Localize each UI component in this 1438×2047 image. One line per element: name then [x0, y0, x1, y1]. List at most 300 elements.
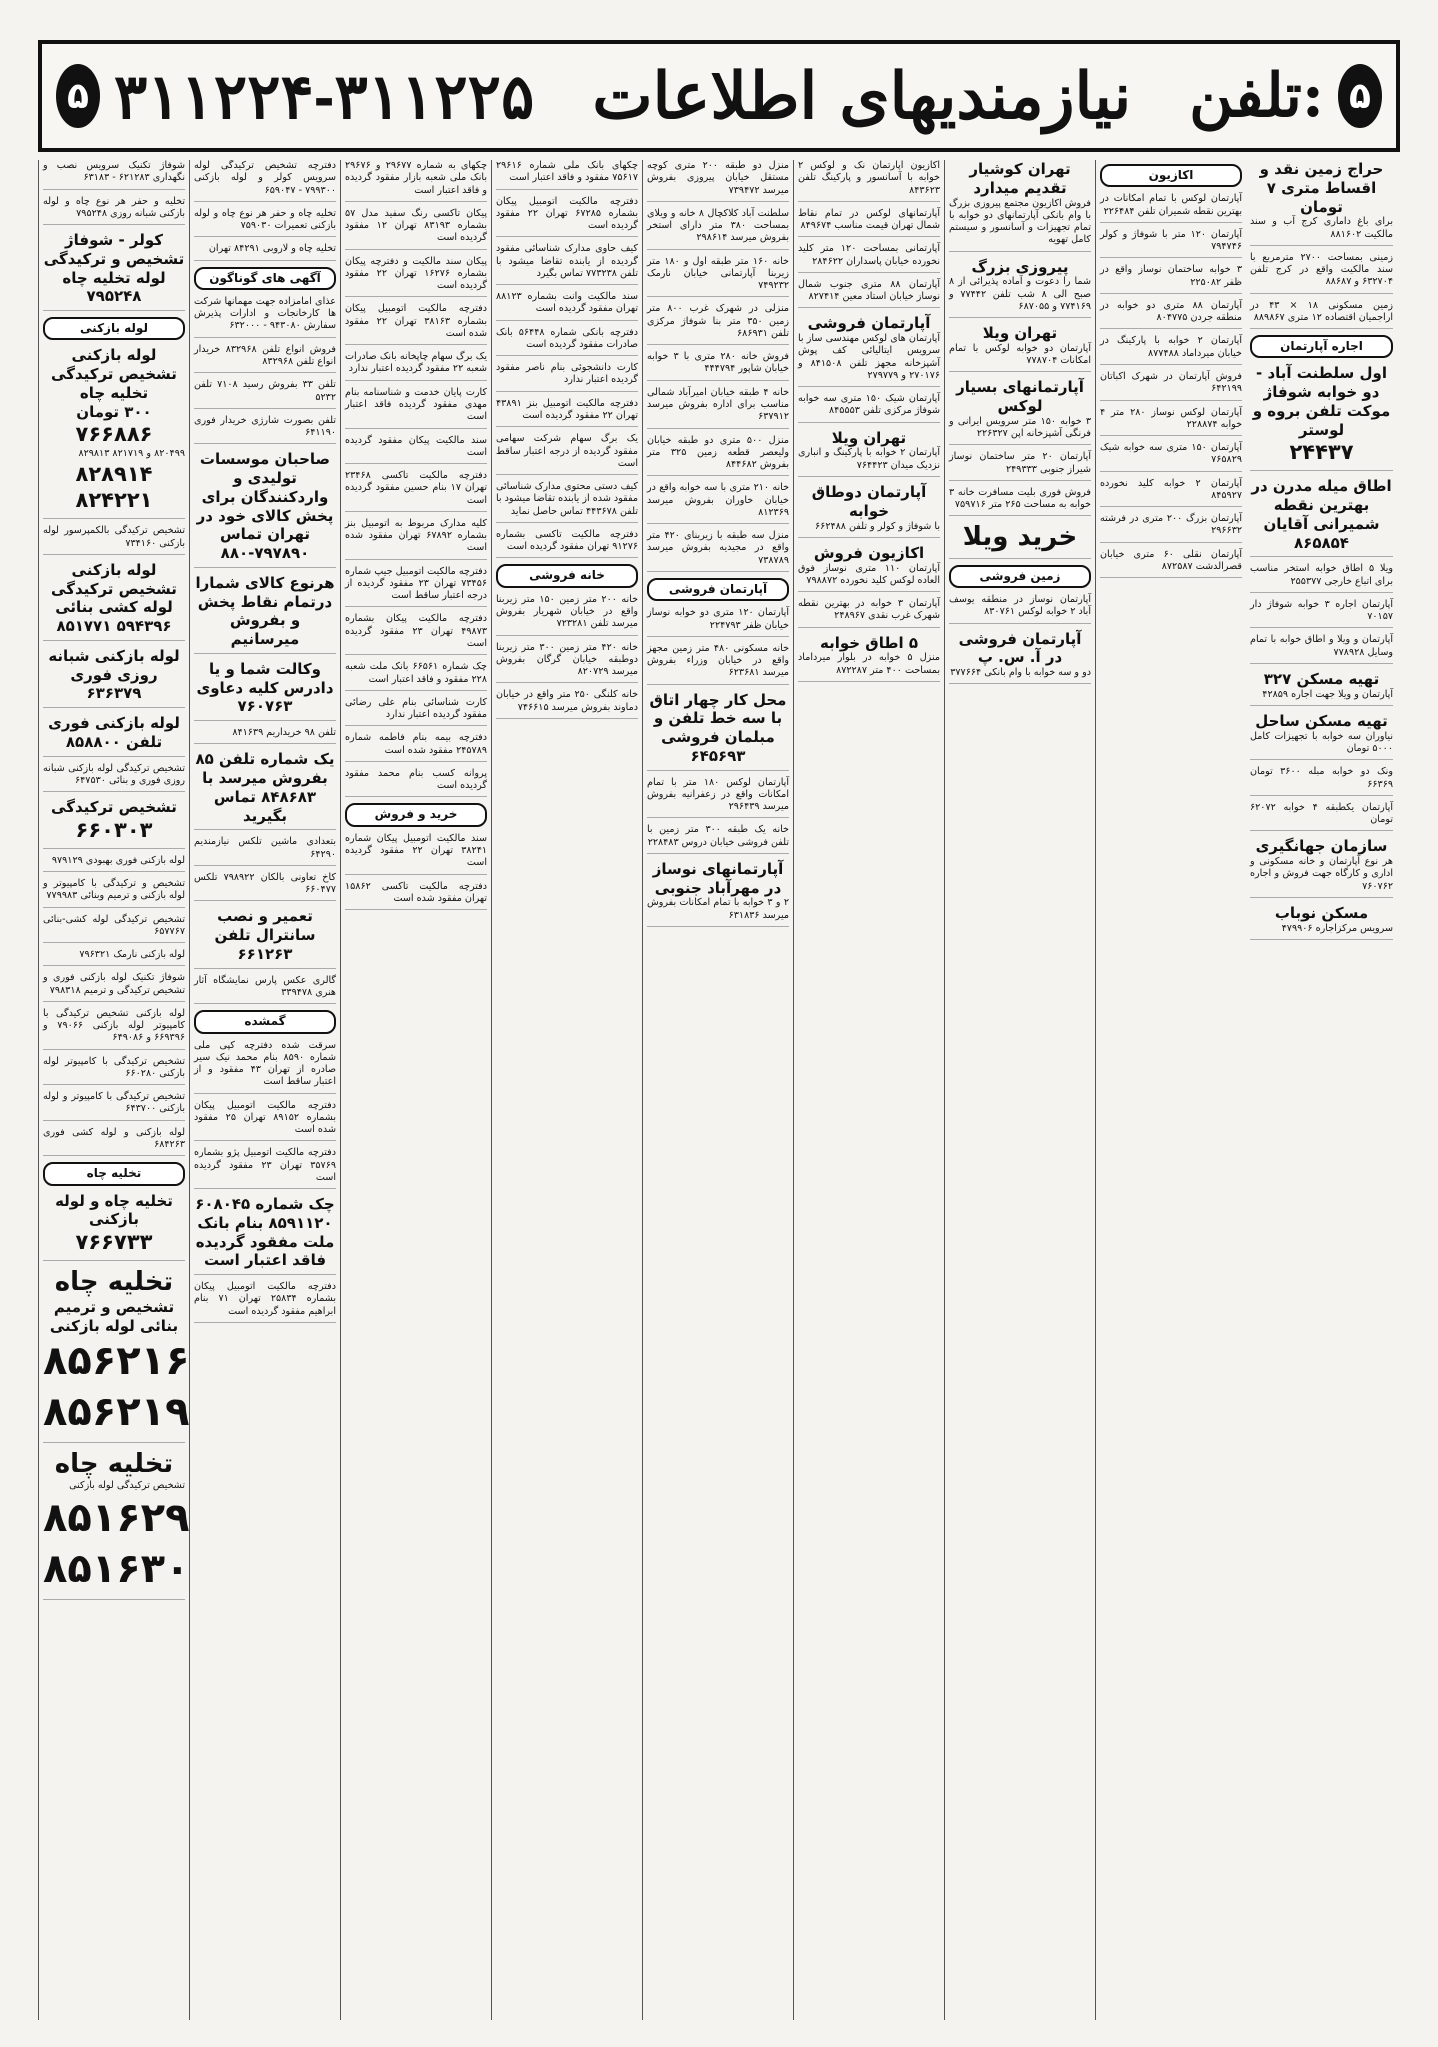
- classified-ad: [1250, 300, 1393, 330]
- ad-phone: ۶۶۰۳۰۳: [75, 817, 153, 842]
- ad-text: چکهای به شماره ۲۹۶۷۷ و ۲۹۶۷۶ بانک ملی شعبه بازار مفقود گردیده و فاقد اعتبار است: [345, 160, 488, 196]
- classified-ad: [798, 393, 940, 423]
- column-9: [1246, 160, 1397, 2020]
- classified-ad: [43, 855, 185, 872]
- classified-ad: [798, 243, 940, 273]
- ad-headline: صاحبان موسسات تولیدی و واردکنندگان برای پخش کالای خود در تهران تماس ۷۹۷۸۹۰-۸۸۰: [196, 450, 334, 563]
- ad-text: آپارتمان ۱۱۰ متری نوساز فوق العاده لوکس کلید نخورده ۷۹۸۸۷۲: [798, 562, 940, 586]
- classified-ad: [647, 160, 789, 202]
- ad-text: چک شماره ۶۶۵۶۱ بانک ملت شعبه ۲۲۸ مفقود و فاقد اعتبار است: [345, 661, 487, 685]
- ad-text: منزل ۵ خوابه در بلوار میرداماد بمساحت ۴۰۰ متر ۸۷۲۲۸۷: [798, 652, 940, 676]
- ad-text: ۳ خوابه ۱۵۰ متر سرویس ایرانی و فرنگی آشپزخانه اپن ۲۲۶۳۲۷: [949, 415, 1091, 440]
- ad-text: تلفن بصورت شارژی خریدار فوری ۶۴۱۱۹۰: [194, 414, 336, 439]
- ad-text: دفترچه مالکیت تاکسی ۲۳۴۶۸ تهران ۱۷ بنام حسین مفقود گردیده است: [345, 470, 487, 506]
- ad-text: خانه ۴ طبقه خیابان امیرآباد شمالی مناسب برای اداره بفروش میرسد ۶۳۷۹۱۲: [647, 386, 789, 423]
- ad-text: فروش اکازیون مجتمع پیروزی بزرگ با وام بانکی آپارتمانهای دو خوابه با تمام تجهیزات و آسانسور و سیستم کامل تهویه: [949, 197, 1091, 246]
- classified-ad: [345, 732, 487, 762]
- classified-ad: [1100, 371, 1242, 401]
- ad-text: سلطنت آباد کلاکچال ۸ خانه و ویلای بمساحت ۳۸۰ متر دارای استخر بفروش میرسد ۲۹۸۶۱۴: [647, 207, 789, 244]
- classified-ad: [43, 972, 185, 1002]
- classified-ad: [1250, 766, 1393, 796]
- ad-text: دفترچه بانکی شماره ۵۶۴۴۸ بانک صادرات مفقود گردیده است: [496, 326, 638, 350]
- classified-ad: [43, 1008, 185, 1050]
- ad-text: شوفاژ تکنیک لوله بازکنی فوری و تشخیص ترکیدگی و ترمیم ۷۹۸۳۱۸: [43, 972, 185, 996]
- section-header-land: زمین فروشی: [949, 565, 1091, 588]
- classified-ad: [949, 630, 1091, 685]
- ad-headline: تهران ویلا: [982, 324, 1058, 343]
- ad-text: کارت شناسائی بنام علی رضائی مفقود گردیده اعتبار ندارد: [345, 696, 487, 721]
- classified-ad: [1100, 193, 1242, 223]
- classified-ad: [194, 379, 336, 409]
- classified-ad: [43, 949, 185, 966]
- classified-ad: [194, 975, 336, 1005]
- classified-ad: [1100, 407, 1242, 437]
- ad-text: آپارتمان دو خوابه لوکس با تمام امکانات ۷۷۸۷۰۴: [949, 342, 1091, 367]
- classified-ad: [647, 351, 789, 381]
- ad-text: ۲ و ۳ خوابه با تمام امکانات بفروش میرسد ۶۳۱۸۳۶: [647, 897, 789, 921]
- page-number-left: ۵: [56, 64, 100, 128]
- classified-ad: [647, 530, 789, 572]
- classified-ad: [345, 435, 487, 465]
- ad-text: سند مالکیت اتومبیل پیکان شماره ۳۸۲۴۱ تهران ۲۲ مفقود گردیده است: [345, 832, 487, 869]
- section-header-apartment-sale: آپارتمان فروشی: [647, 578, 789, 601]
- classified-ad: [496, 362, 638, 392]
- ad-headline: یک شماره تلفن ۸۵ بفروش میرسد با ۸۴۸۶۸۳ تماس بگیرید: [195, 750, 335, 825]
- classified-ad: [1250, 634, 1393, 664]
- classified-ad: [1250, 477, 1393, 557]
- classified-ad: [496, 481, 638, 523]
- classified-ad: [798, 314, 940, 387]
- classified-ad: [1250, 252, 1393, 294]
- ad-headline: اطاق میله مدرن در بهترین نقطه شمیرانی آقایان ۸۶۵۸۵۴: [1251, 477, 1392, 552]
- classified-ad: [43, 231, 185, 311]
- classified-ad: [194, 907, 336, 968]
- ad-text: با شوفاژ و کولر و تلفن ۶۶۲۴۸۸: [815, 520, 940, 532]
- ad-text: دفترچه مالکیت اتومبیل جیپ شماره ۷۳۴۵۶ تهران ۲۳ مفقود گردیده از درجه اعتبار ساقط است: [345, 565, 487, 602]
- ad-text: پیکان سند مالکیت و دفترچه پیکان بشماره ۱۶۲۷۶ تهران ۲۲ مفقود گردیده است: [345, 255, 487, 292]
- classified-ad: [1100, 300, 1242, 330]
- ad-text: آپارتمان شیک ۱۵۰ متری سه خوابه شوفاژ مرکزی تلفن ۸۴۵۵۵۳: [798, 393, 940, 417]
- ad-text: خانه یک طبقه ۳۰۰ متر زمین با تلفن فروشی خیابان دروس ۲۲۸۴۸۳: [647, 824, 789, 848]
- classified-ad: [194, 415, 336, 445]
- ad-text: دفترچه بیمه بنام فاطمه شماره ۲۴۵۷۸۹ مفقود شده است: [345, 732, 487, 756]
- ad-headline: خرید ویلا: [962, 522, 1078, 553]
- ad-text: دو و سه خوابه با وام بانکی ۳۷۷۶۶۴: [950, 667, 1091, 679]
- ad-subheadline: تشخیص و ترمیم بنائی لوله بازکنی: [49, 1298, 179, 1335]
- classified-ad: [194, 574, 336, 654]
- ad-text: سند مالکیت پیکان مفقود گردیده است: [345, 434, 487, 458]
- ad-text: یک برگ سهام چاپخانه بانک صادرات شعبه ۲۲ مفقود گردیده اعتبار ندارد: [345, 351, 487, 375]
- ad-headline: چک شماره ۶۰۸۰۴۵ ۸۵۹۱۱۲۰ بنام بانک ملت مفقود گردیده فاقد اعتبار است: [195, 1195, 335, 1270]
- classified-ad: [1250, 712, 1393, 760]
- ad-text: آپارتمان ۲۰ متر ساختمان نوساز شیراز جنوبی ۲۴۹۳۳۳: [949, 451, 1091, 475]
- classified-ad: [345, 697, 487, 727]
- classified-ad: [194, 872, 336, 902]
- classified-ad: [949, 324, 1091, 372]
- classified-ad: [43, 878, 185, 908]
- ad-text: برای باغ داماری کرج آب و سند مالکیت ۸۸۱۶۰۲: [1250, 216, 1393, 240]
- classified-ad: [496, 398, 638, 428]
- classified-ad: [194, 160, 336, 202]
- ad-text: لوله بازکنی فوری بهبودی ۹۷۹۱۲۹: [51, 854, 185, 866]
- classified-ad: [345, 768, 487, 798]
- ad-text: تلفن ۳۳ بفروش رسید ۷۱۰۸ تلفن ۵۲۳۲: [194, 379, 336, 403]
- ad-text: تشخیص ترکیدگی لوله بازکنی شبانه روزی فوری و بنائی ۶۴۷۵۳۰: [43, 762, 185, 786]
- ad-text: ۳ خوابه ساختمان نوساز واقع در ظفر ۲۲۵۰۸۲: [1100, 264, 1242, 288]
- ad-text: خانه ۲۰۰ متر زمین ۱۵۰ متر زیربنا واقع در خیابان شهریار بفروش میرسد تلفن ۷۲۳۲۸۱: [496, 593, 639, 630]
- classified-ad: [194, 1195, 336, 1275]
- ad-text: تشخیص ترکیدگی لوله بازکنی: [69, 1480, 185, 1492]
- classified-ad: [345, 470, 487, 512]
- ad-text: لوله بازکنی تشخیص ترکیدگی با کامپیوتر لوله بازکنی ۷۹۰۶۶ و ۶۶۹۳۹۶ و ۶۴۹۰۸۶: [43, 1007, 185, 1044]
- classified-ad: [345, 833, 487, 875]
- classified-ad: [496, 529, 638, 559]
- classified-ad: [496, 160, 638, 190]
- ad-text: چکهای بانک ملی شماره ۲۹۶۱۶ ۷۵۶۱۷ مفقود و فاقد اعتبار است: [496, 160, 638, 184]
- ad-text: هر نوع آپارتمان و خانه مسکونی و اداری و کارگاه جهت فروش و اجاره ۷۶۰۷۶۲: [1250, 856, 1393, 892]
- ad-headline: لوله بازکنی تشخیص ترکیدگی لوله کشی بنائی ۵۹۴۳۹۶ ۸۵۱۷۷۱: [51, 560, 177, 636]
- page-number-right: ۵: [1338, 64, 1382, 128]
- classified-ad: [798, 598, 940, 628]
- ad-text: دفترچه مالکیت اتومبیل پیکان بشماره ۳۸۱۶۳ تهران ۲۲ مفقود شده است: [345, 303, 487, 339]
- column-7: [944, 160, 1095, 2020]
- ad-phone: ۸۲۸۹۱۴: [75, 461, 153, 486]
- ad-headline: تعمیر و نصب سانترال تلفن ۶۶۱۲۶۳: [214, 907, 316, 963]
- ad-headline: تهران ویلا: [831, 428, 907, 447]
- masthead-title: نیازمندیهای اطلاعات: [592, 58, 1132, 134]
- ad-headline: سازمان جهانگیری: [1255, 837, 1388, 856]
- ad-text: آپارتمان و ویلا و اطاق خوابه با تمام وسایل ۷۷۸۹۲۸: [1250, 634, 1393, 658]
- ad-text: فروش آپارتمان در شهرک اکباتان ۶۴۲۱۹۹: [1100, 371, 1242, 395]
- ad-text: خانه ۲۱۰ متری با سه خوابه واقع در خیابان خاوران بفروش میرسد ۸۱۲۳۶۹: [647, 482, 789, 518]
- classified-ad: [345, 518, 487, 560]
- ad-headline: مسکن نوباب: [1274, 903, 1369, 922]
- ad-text: تخلیه چاه و لاروبی ۸۴۲۹۱ تهران: [208, 243, 336, 255]
- ad-text: تخلیه و حفر هر نوع چاه و لوله بازکنی شبانه روزی ۷۹۵۲۴۸: [43, 195, 185, 219]
- classified-ad: [496, 243, 638, 285]
- classified-ad: [43, 1127, 185, 1157]
- ad-text: گالری عکس پارس نمایشگاه آثار هنری ۳۳۹۴۷۸: [194, 974, 336, 998]
- classified-ad: [647, 691, 789, 771]
- classified-ad: [43, 1267, 189, 1443]
- classified-ad: [194, 1281, 336, 1323]
- classified-ad: [194, 660, 336, 721]
- ad-phone: ۸۲۴۲۲۱: [75, 488, 153, 513]
- ad-headline: لوله بازکنی شبانه روزی فوری ۶۳۶۳۷۹: [48, 646, 180, 703]
- classified-ad: [647, 607, 789, 637]
- ad-text: دفترچه مالکیت اتومبیل پژو بشماره ۳۵۷۶۹ تهران ۲۳ مفقود گردیده است: [194, 1147, 336, 1183]
- classified-ad: [43, 160, 185, 190]
- ad-text: آپارتمان ۳ خوابه در بهترین نقطه شهرک غرب نقدی ۲۴۸۹۶۷: [798, 598, 940, 622]
- ad-text: فروش انواع تلفن ۸۳۲۹۶۸ خریدار انواع تلفن ۸۳۲۹۶۸: [194, 343, 336, 368]
- classified-ad: [647, 777, 789, 819]
- classified-ad: [1250, 160, 1393, 246]
- ad-text: پیکان تاکسی رنگ سفید مدل ۵۷ بشماره ۸۳۱۹۳ تهران ۱۲ مفقود گردیده است: [345, 207, 487, 244]
- ad-text: منزل دو طبقه ۲۰۰ متری کوچه مستقل خیابان پیروزی بفروش میرسد ۷۳۹۴۷۲: [647, 160, 789, 196]
- ad-headline: اول سلطنت آباد - دو خوابه شوفاژ موکت تلفن بروه و لوستر: [1252, 364, 1391, 439]
- ad-headline: تهیه مسکن ساحل: [1255, 711, 1388, 730]
- masthead-phone-label: تلفن:: [1189, 61, 1324, 131]
- classified-ad: [949, 451, 1091, 481]
- ad-text: فروش فوری بلیت مسافرت خانه ۳ خوابه به مساحت ۲۶۵ متر ۷۵۹۷۱۶: [949, 486, 1091, 511]
- ad-text: زمینی بمساحت ۲۷۰۰ مترمربع با سند مالکیت واقع در کرج تلفن ۶۳۲۷۰۴ و ۸۸۶۸۷: [1250, 251, 1393, 288]
- ad-text: دفترچه مالکیت اتومبیل پیکان بشماره ۶۷۲۸۵ تهران ۲۲ مفقود گردیده است: [496, 195, 638, 232]
- classified-ad: [1250, 563, 1393, 593]
- ad-text: آپارتمان لوکس با تمام امکانات در بهترین نقطه شمیران تلفن ۲۲۶۴۸۴: [1100, 193, 1242, 217]
- ad-text: کارت پایان خدمت و شناسنامه بنام مهدی مفقود گردیده فاقد اعتبار است: [345, 386, 487, 423]
- classified-ad: [1250, 802, 1393, 832]
- ad-headline: لوله بازکنی تشخیص ترکیدگی تخلیه چاه: [51, 346, 177, 402]
- ad-phone: ۲۴۴۳۷: [1289, 440, 1354, 465]
- classified-ad: [1100, 478, 1242, 508]
- classified-ad: [43, 714, 185, 757]
- ad-headline: تشخیص ترکیدگی: [51, 798, 177, 817]
- ad-phone: ۸۵۶۲۱۹: [43, 1388, 189, 1435]
- ad-headline: آپارتمانهای نوساز در مهرآباد جنوبی: [652, 859, 784, 897]
- ad-text: خانه ۱۶۰ متر طبقه اول و ۱۸۰ متر زیربنا آپارتمانی خیابان نارمک ۷۴۹۲۳۲: [647, 255, 789, 292]
- column-4: [491, 160, 642, 2020]
- classified-ad: [647, 435, 789, 477]
- ad-headline: تخلیه چاه: [54, 1267, 174, 1297]
- classified-ad: [1100, 264, 1242, 294]
- classified-ad: [345, 881, 487, 911]
- ad-text: خانه کلنگی ۲۵۰ متر واقع در خیابان دماوند بفروش میرسد ۷۴۶۶۱۵: [496, 689, 639, 713]
- ad-phone: ۸۵۶۲۱۶: [43, 1337, 189, 1384]
- classified-ad: [647, 824, 789, 854]
- ad-headline: اکازیون فروش: [813, 543, 925, 562]
- section-header-pipe: لوله بازکنی: [43, 317, 185, 340]
- ad-text: شوفاژ تکنیک سرویس نصب و نگهداری ۶۲۱۲۸۳ - ۶۳۱۸۳: [43, 160, 185, 184]
- classified-ad: [1100, 513, 1242, 543]
- ad-text: کارت دانشجوئی بنام ناصر مفقود گردیده اعتبار ندارد: [496, 362, 638, 386]
- ad-headline: آپارتمان فروشی در آ. س. پ: [958, 629, 1082, 667]
- classified-ad: [798, 160, 940, 202]
- ad-headline: آپارتمان فروشی: [807, 314, 931, 333]
- classified-ad: [345, 208, 487, 250]
- classified-ad: [798, 483, 940, 538]
- ad-text: آپارتمانهای لوکس در تمام نقاط شمال تهران قیمت مناسب ۸۴۹۶۷۴: [798, 207, 940, 232]
- ad-headline: تهران کوشیار تقدیم میدارد: [969, 160, 1071, 197]
- ad-text: بتعدادی ماشین تلکس نیازمندیم ۶۴۲۹۰: [194, 836, 336, 860]
- ad-text: آپارتمان ۲ خوابه کلید نخورده ۸۴۵۹۲۷: [1100, 477, 1242, 501]
- classified-ad: [194, 208, 336, 238]
- ad-text: ویلا ۵ اطاق خوابه استخر مناسب برای اتباع خارجی ۲۵۵۳۷۷: [1250, 563, 1394, 587]
- ad-text: خانه ۴۲۰ متر زمین ۳۰۰ متر زیربنا دوطبقه خیابان گرگان بفروش میرسد ۸۲۰۷۲۹: [496, 641, 639, 678]
- ad-text: آپارتمان ۱۵۰ متری سه خوابه شیک ۷۶۵۸۲۹: [1100, 442, 1242, 466]
- section-header-rent: اجاره آپارتمان: [1250, 335, 1393, 358]
- classified-ad: [496, 642, 638, 684]
- classified-ad: [194, 750, 336, 830]
- classified-ad: [949, 160, 1091, 252]
- classified-ad: [43, 196, 185, 226]
- ad-headline: محل کار چهار اتاق با سه خط تلفن و مبلمان فروشی ۶۴۵۶۹۳: [649, 690, 787, 765]
- ad-text: آپارتمان ۸۸ متری جنوب شمال نوساز خیابان استاد معین ۸۲۷۴۱۴: [798, 278, 940, 303]
- ad-text: دفترچه مالکیت اتومبیل پیکان بشماره ۲۵۸۳۴ تهران ۷۱ بنام ابراهیم مفقود گردیده است: [194, 1281, 336, 1317]
- classified-ad: [1100, 335, 1242, 365]
- column-1: [38, 160, 189, 2020]
- ad-text: تشخیص ترکیدگی با کامپیوتر و لوله بازکنی ۶۴۳۷۰۰: [43, 1091, 185, 1115]
- ad-text: تلفن ۹۸ خریداریم ۸۴۱۶۳۹: [232, 727, 336, 739]
- ad-text: تشخیص ترکیدگی با کامپیوتر لوله بازکنی ۶۶۰۲۸۰: [43, 1055, 185, 1079]
- classified-ad: [1250, 904, 1393, 940]
- classified-ad: [647, 256, 789, 298]
- classified-ad: [496, 327, 638, 357]
- ad-text: دفترچه تشخیص ترکیدگی لوله سرویس کولر و لوله بازکنی ۷۹۹۳۰۰ - ۶۵۹۰۴۷: [194, 160, 336, 196]
- classified-ad: [647, 387, 789, 429]
- column-3: [340, 160, 491, 2020]
- ad-text: آپارتمان و ویلا جهت اجاره ۴۲۸۵۹: [1262, 688, 1393, 700]
- ad-phone: ۷۶۶۸۸۶: [75, 422, 153, 447]
- classified-ad: [43, 346, 185, 519]
- ad-text: آپارتمان لوکس ۱۸۰ متر با تمام امکانات واقع در زعفرانیه بفروش میرسد ۲۹۶۴۳۹: [647, 776, 789, 813]
- ad-text: آپارتمان ۸۸ متری دو خوابه در منطقه جردن ۸۰۴۷۷۵: [1100, 299, 1242, 324]
- ad-text: لوله بازکنی نارمک ۷۹۶۳۲۱: [79, 949, 185, 961]
- ad-headline: حراج زمین نقد و اقساط متری ۷ تومان: [1259, 160, 1384, 216]
- ad-text: شما را دعوت و آماده پذیرائی از ۸ صبح الی ۸ شب تلفن ۷۷۴۴۲ و ۷۷۴۱۶۹ و ۶۸۷۰۵۵: [949, 276, 1091, 312]
- classified-ad: [345, 256, 487, 298]
- classified-ad: [496, 689, 638, 719]
- classified-ad: [194, 344, 336, 374]
- classified-ad: [194, 1040, 336, 1094]
- classified-ad: [43, 525, 185, 555]
- classified-ad: [345, 351, 487, 381]
- ad-text: عذای امامزاده جهت مهمانها شرکت ها کارخانجات و ادارات پذیرش سفارش ۹۴۳۰۸۰ - ۶۳۲۰۰۰: [194, 295, 336, 332]
- column-8: [1095, 160, 1246, 2020]
- ad-text: آپارتمان های لوکس مهندسی ساز با سرویس ایتالیائی کف پوش آشپزخانه مجهز تلفن ۸۴۱۵۰۸ و ۲۷۰۱۷۶ و ۲۷۹۷۷۹: [798, 333, 940, 381]
- ad-headline: کولر - شوفاژ تشخیص و ترکیدگی لوله تخلیه چاه ۷۹۵۲۴۸: [43, 231, 185, 306]
- classified-ad: [43, 1192, 185, 1261]
- classified-ad: [1100, 229, 1242, 259]
- classified-ad: [1250, 364, 1393, 471]
- classified-ad: [949, 522, 1091, 558]
- ad-text: دفترچه مالکیت تاکسی بشماره ۹۱۲۷۶ تهران مفقود گردیده است: [496, 528, 638, 553]
- ad-headline: تخلیه چاه و لوله بازکنی: [55, 1191, 173, 1229]
- classified-ad: [345, 303, 487, 345]
- classified-ad: [647, 860, 789, 927]
- classified-ad: [345, 613, 487, 655]
- classified-ad: [496, 196, 638, 238]
- section-header-occasion: اکازیون: [1100, 164, 1242, 187]
- ad-phone: ۸۵۱۶۲۹: [43, 1494, 189, 1541]
- ad-text: کلیه مدارک مربوط به اتومبیل بنز بشماره ۶۷۸۹۲ تهران مفقود شده است: [345, 517, 487, 554]
- ad-text: دفترچه مالکیت پیکان بشماره ۴۹۸۷۳ تهران ۲۳ مفقود گردیده است: [345, 613, 487, 649]
- ad-text: خانه مسکونی ۴۸۰ متر زمین مجهز واقع در خیابان وزراء بفروش میرسد ۶۲۳۶۸۱: [647, 642, 790, 679]
- ad-phone: ۷۶۶۷۳۳: [75, 1230, 153, 1255]
- classified-ad: [798, 429, 940, 477]
- ad-headline: آپارتمانهای بسیار لوکس: [956, 378, 1084, 416]
- classified-ad: [194, 1100, 336, 1142]
- classified-ad: [949, 487, 1091, 517]
- section-header-house-sale: خانه فروشی: [496, 564, 638, 587]
- ad-text: تخلیه چاه و حفر هر نوع چاه و لوله بازکنی تعمیرات ۷۵۹۰۳۰: [194, 207, 336, 232]
- classified-ad: [1250, 599, 1393, 629]
- section-header-misc: آگهی های گوناگون: [194, 267, 336, 290]
- ad-text: ونک دو خوابه مبله ۳۶۰۰ تومان ۶۶۳۶۹: [1250, 766, 1393, 790]
- ad-text: آپارتمان ۱۲۰ متری دو خوابه نوساز خیابان ظفر ۲۲۴۷۹۳: [647, 607, 789, 631]
- ad-text: فروش خانه ۲۸۰ متری با ۳ خوابه خیابان شاپور ۴۴۴۷۹۴: [647, 351, 789, 375]
- classified-ad: [43, 561, 185, 641]
- ad-text: دفترچه مالکیت تاکسی ۱۵۸۶۲ تهران مفقود شده است: [345, 880, 487, 904]
- ad-text: پروانه کسب بنام محمد مفقود گردیده است: [345, 767, 487, 792]
- classified-ad: [43, 1449, 189, 1600]
- ad-text: لوله بازکنی و لوله کشی فوری ۶۸۴۲۶۳: [43, 1126, 185, 1150]
- ad-price: ۳۰۰ تومان: [76, 402, 152, 421]
- ad-text: دفترچه مالکیت اتومبیل بنز ۴۳۸۹۱ تهران ۲۲ مفقود گردیده است: [496, 397, 638, 421]
- classified-ad: [798, 208, 940, 238]
- classified-ad: [949, 378, 1091, 445]
- classified-ad: [1100, 549, 1242, 579]
- column-2: [189, 160, 340, 2020]
- ad-text: آپارتمان اجاره ۳ خوابه شوفاژ دار ۷۰۱۵۷: [1250, 598, 1393, 623]
- column-5: [642, 160, 793, 2020]
- ad-text: آپارتمان بزرگ ۲۰۰ متری در فرشته ۲۹۶۶۳۲: [1100, 513, 1242, 537]
- classified-ad: [194, 296, 336, 338]
- classified-ad: [1250, 837, 1393, 898]
- classified-ad: [194, 243, 336, 260]
- ad-text: آپارتمان لوکس نوساز ۲۸۰ متر ۴ خوابه ۲۲۸۸۷۴: [1100, 406, 1242, 430]
- ad-text: سند مالکیت وانت بشماره ۸۸۱۲۳ تهران مفقود گردیده است: [496, 291, 638, 315]
- ad-headline: وکالت شما و یا دادرس کلیه دعاوی ۷۶۰۷۶۳: [196, 659, 334, 716]
- ad-headline: آپارتمان دوطاق خوابه: [811, 483, 927, 520]
- ad-text: آپارتمان نوساز در منطقه یوسف آباد ۲ خوابه لوکس ۸۳۰۷۶۱: [949, 594, 1091, 618]
- ad-text: یک برگ سهام شرکت سهامی مفقود گردیده از درجه اعتبار ساقط است: [496, 433, 638, 469]
- ad-text: ۸۲۰۴۹۹ و ۸۲۱۷۱۹ ۸۲۹۸۱۳: [78, 448, 185, 460]
- classified-ad: [43, 647, 185, 708]
- classified-ad: [345, 160, 487, 202]
- ad-text: کیف دستی محتوی مدارک شناسائی مفقود شده از یابنده تقاضا میشود با تلفن ۴۴۳۶۷۸ تماس حاصل نماید: [496, 481, 638, 517]
- classified-ad: [43, 1091, 185, 1121]
- ad-text: آپارتمان ۲ خوابه با پارکینگ در خیابان میرداماد ۸۷۷۴۸۸: [1100, 335, 1242, 359]
- classified-ad: [496, 433, 638, 475]
- section-header-buy-sell: خرید و فروش: [345, 803, 487, 826]
- classified-columns: [38, 160, 1400, 2020]
- ad-headline: تهیه مسکن ۳۲۷: [1263, 669, 1380, 688]
- classified-ad: [194, 1147, 336, 1189]
- classified-ad: [345, 661, 487, 691]
- classified-ad: [647, 643, 789, 685]
- ad-headline: پیروزی بزرگ: [971, 257, 1069, 276]
- ad-text: آپارتمان ۲ خوابه با پارکینگ و انباری نزدیک میدان ۷۶۴۴۲۳: [798, 447, 940, 471]
- ad-text: سرویس مرکزاجاره ۴۷۹۹۰۶: [1281, 922, 1393, 934]
- ad-headline: تخلیه چاه: [54, 1449, 174, 1480]
- ad-text: آپارتمان یکطبقه ۴ خوابه ۶۲۰۷۲ تومان: [1250, 801, 1394, 826]
- classified-ad: [496, 594, 638, 636]
- classified-ad: [1250, 670, 1393, 706]
- ad-text: آپارتمانی بمساحت ۱۲۰ متر کلید نخورده خیابان پاسداران ۲۸۴۶۲۲: [798, 243, 940, 267]
- ad-text: سرقت شده دفترچه کپی ملی شماره ۸۵۹۰ بنام محمد نیک سیر صادره از تهران ۴۳ مفقود و از اعتبار ساقط است: [194, 1039, 337, 1088]
- ad-headline: هرنوع کالای شمارا درتمام نقاط پخش و بفروش میرسانیم: [195, 573, 335, 649]
- classified-ad: [949, 594, 1091, 624]
- ad-text: منزل سه طبقه با زیربنای ۴۲۰ متر واقع در مجیدیه بفروش میرسد ۷۳۸۷۸۹: [647, 530, 789, 566]
- classified-ad: [43, 1056, 185, 1086]
- classified-ad: [43, 798, 185, 849]
- classified-ad: [1100, 442, 1242, 472]
- ad-headline: لوله بازکنی فوری تلفن ۸۵۸۸۰۰: [48, 714, 180, 751]
- ad-text: آپارتمان ۱۲۰ متر با شوفاژ و کولر ۷۹۴۷۴۶: [1100, 228, 1242, 253]
- ad-text: منزل ۵۰۰ متری دو طبقه خیابان ولیعصر قطعه زمین ۳۲۵ متر بفروش ۸۴۴۶۸۲: [647, 434, 789, 471]
- classified-ad: [798, 544, 940, 592]
- ad-text: زمین مسکونی ۱۸ × ۴۳ در اراجمیان اقتصاده ۱۲ متری ۸۸۹۸۶۷: [1250, 299, 1393, 323]
- classified-ad: [496, 291, 638, 321]
- ad-headline: ۵ اطاق خوابه: [820, 633, 918, 652]
- classified-ad: [647, 208, 789, 250]
- section-header-lost: گمشده: [194, 1010, 336, 1033]
- ad-text: تشخیص و ترکیدگی با کامپیوتر و لوله بازکنی و ترمیم وبنائی ۷۷۹۹۸۳: [43, 878, 185, 902]
- ad-text: منزلی در شهرک غرب ۸۰۰ متر زمین ۳۵۰ متر بنا شوفاژ مرکزی تلفن ۶۸۶۹۳۱: [647, 303, 790, 339]
- masthead: [38, 40, 1400, 152]
- classified-ad: [345, 566, 487, 608]
- ad-text: اکازیون آپارتمان نک و لوکس ۲ خوابه با آسانسور و پارکینگ تلفن ۸۴۳۶۲۳: [798, 160, 940, 196]
